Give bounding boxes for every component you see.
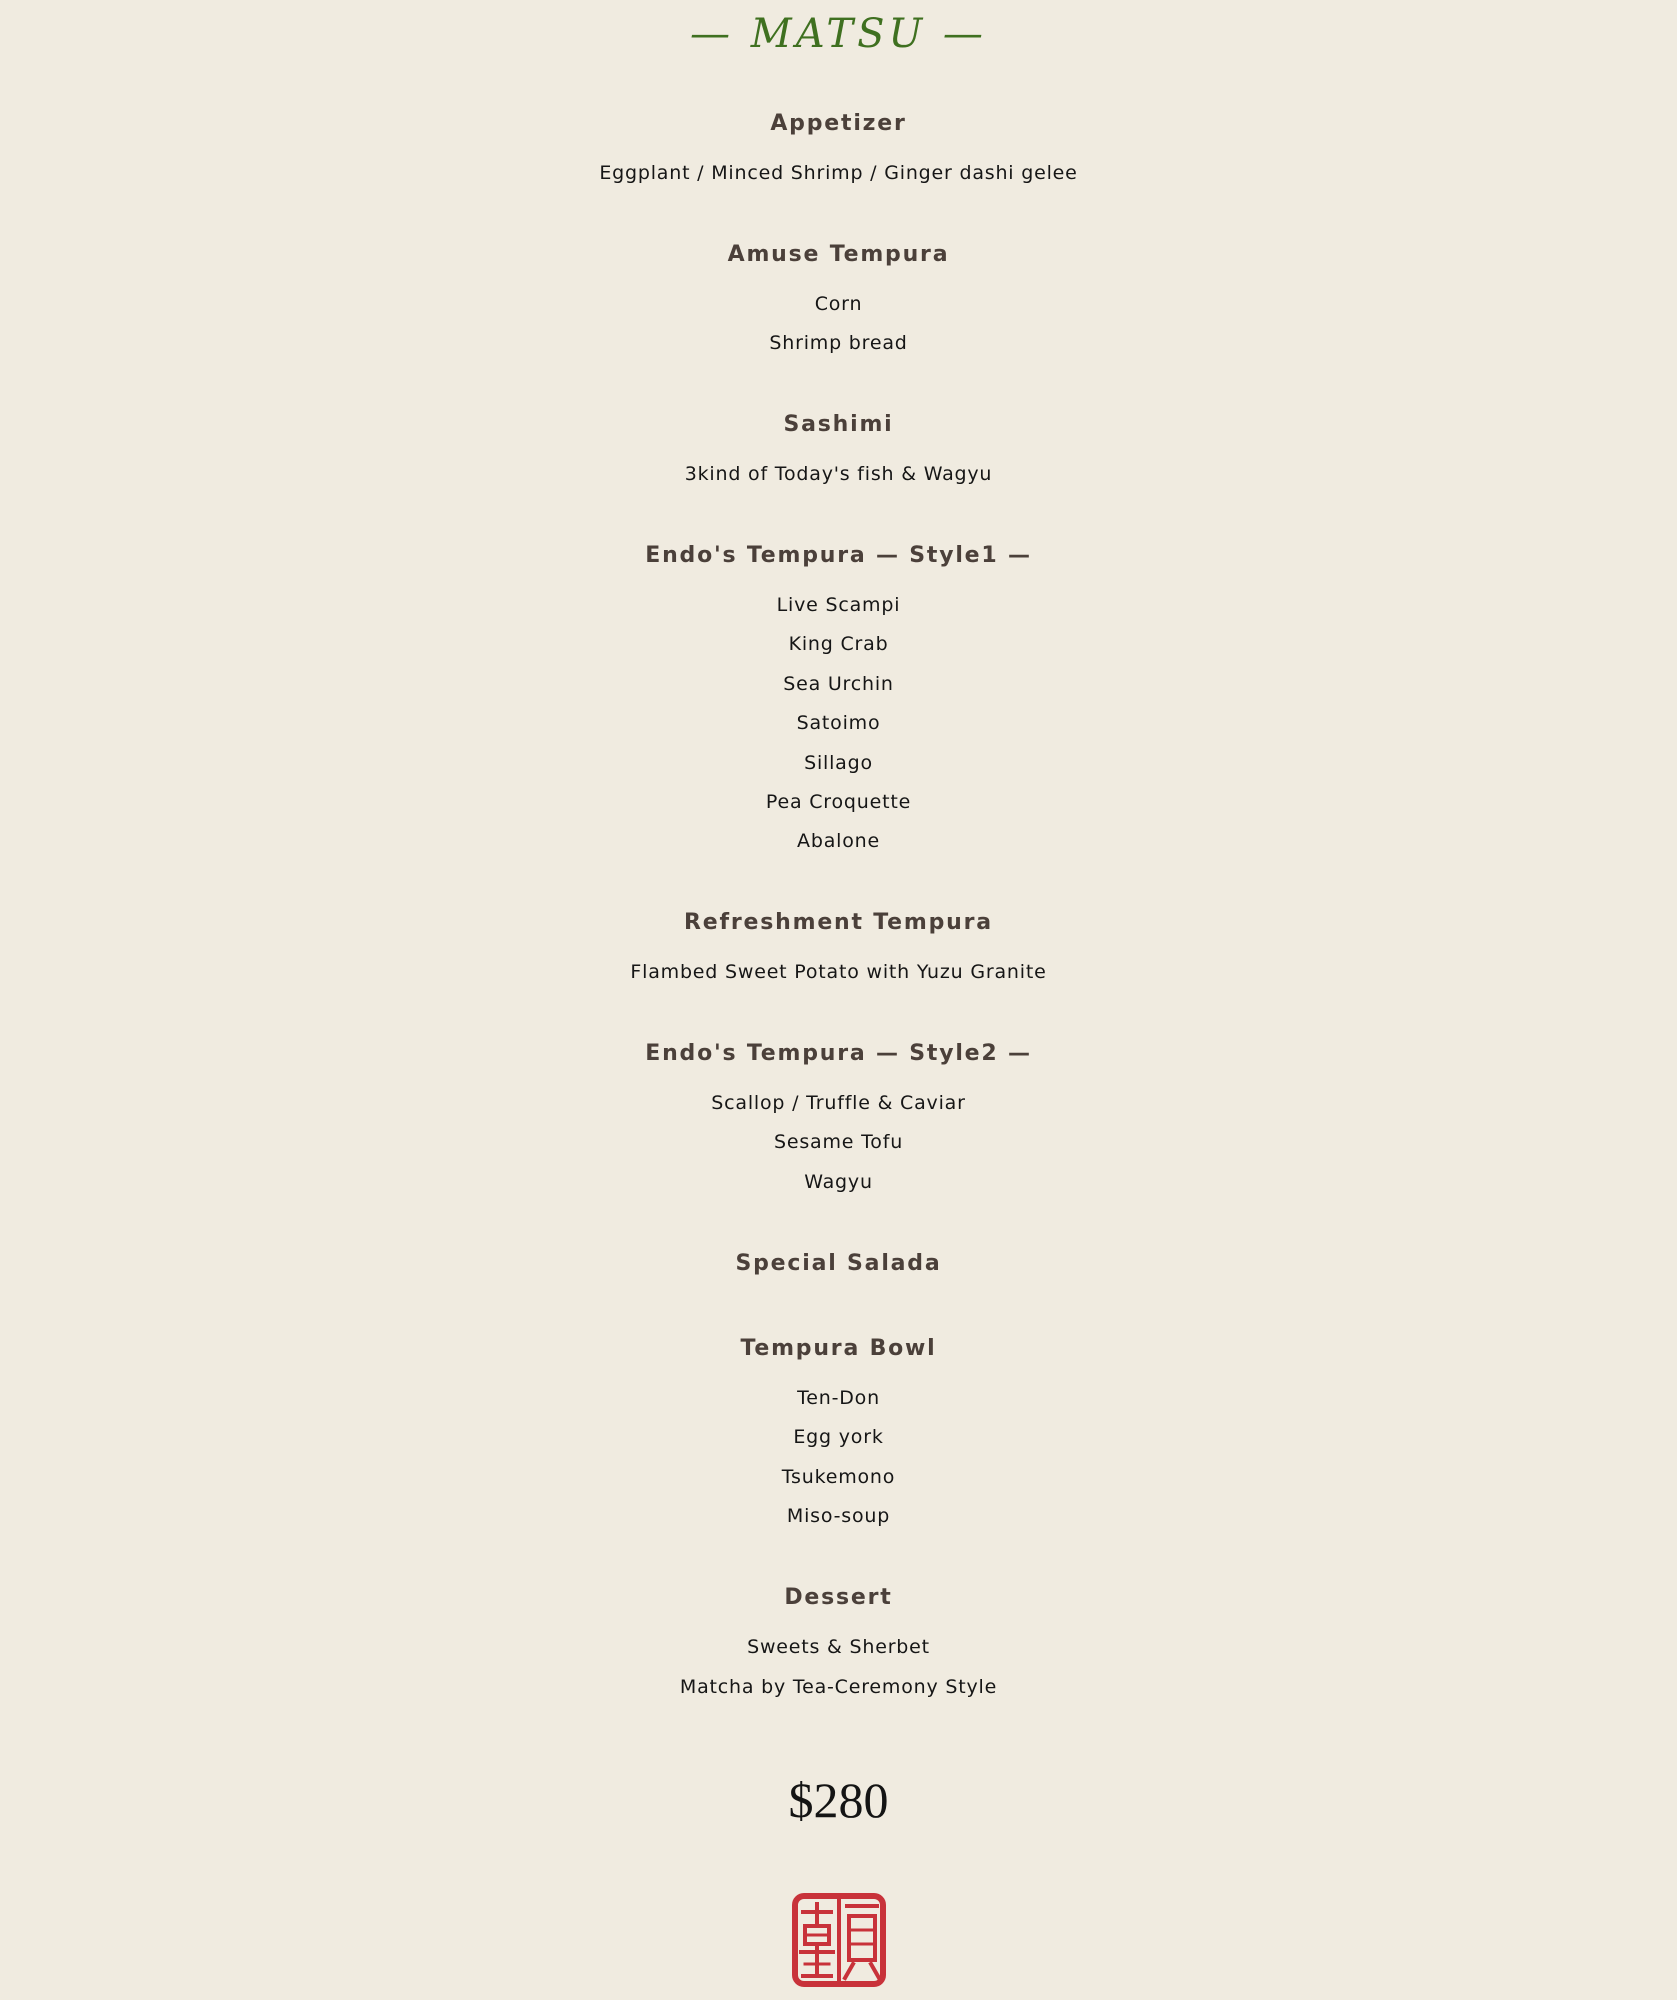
course-title-refreshment-tempura: Refreshment Tempura xyxy=(684,910,993,935)
course-item: Wagyu xyxy=(804,1171,873,1193)
course-item: Sillago xyxy=(804,752,873,774)
menu-title: — MATSU — xyxy=(690,11,987,57)
course-item: Abalone xyxy=(797,830,880,852)
course-price: $280 xyxy=(788,1772,889,1828)
course-item: Sea Urchin xyxy=(783,673,894,695)
course-title-tempura-bowl: Tempura Bowl xyxy=(740,1336,937,1361)
course-item: Shrimp bread xyxy=(769,332,908,354)
course-item: Sweets & Sherbet xyxy=(747,1636,930,1658)
course-item: Matcha by Tea-Ceremony Style xyxy=(679,1676,998,1698)
course-title-special-salada: Special Salada xyxy=(735,1251,942,1276)
course-title-dessert: Dessert xyxy=(784,1585,893,1610)
course-item: Sesame Tofu xyxy=(773,1131,904,1153)
course-title-endos-tempura-style2: Endo's Tempura — Style2 — xyxy=(645,1041,1032,1066)
course-item: Egg york xyxy=(793,1426,884,1448)
course-item: Scallop / Truffle & Caviar xyxy=(711,1092,966,1114)
course-title-appetizer: Appetizer xyxy=(770,111,907,136)
course-item: Live Scampi xyxy=(776,594,901,616)
course-item: Pea Croquette xyxy=(765,791,912,813)
red-hanko-seal-icon xyxy=(791,1892,887,1988)
course-title-amuse-tempura: Amuse Tempura xyxy=(727,242,950,267)
course-title-endos-tempura-style1: Endo's Tempura — Style1 — xyxy=(645,543,1032,568)
course-item: Corn xyxy=(814,293,863,315)
course-item: Satoimo xyxy=(796,712,881,734)
course-item: King Crab xyxy=(788,633,889,655)
course-item: Tsukemono xyxy=(781,1466,896,1488)
course-item: Miso-soup xyxy=(786,1505,891,1527)
course-item: Flambed Sweet Potato with Yuzu Granite xyxy=(630,961,1047,983)
course-item: Ten-Don xyxy=(797,1387,880,1409)
course-title-sashimi: Sashimi xyxy=(783,412,894,437)
course-item: Eggplant / Minced Shrimp / Ginger dashi gelee xyxy=(599,162,1078,184)
course-item: 3kind of Today's fish & Wagyu xyxy=(684,463,993,485)
